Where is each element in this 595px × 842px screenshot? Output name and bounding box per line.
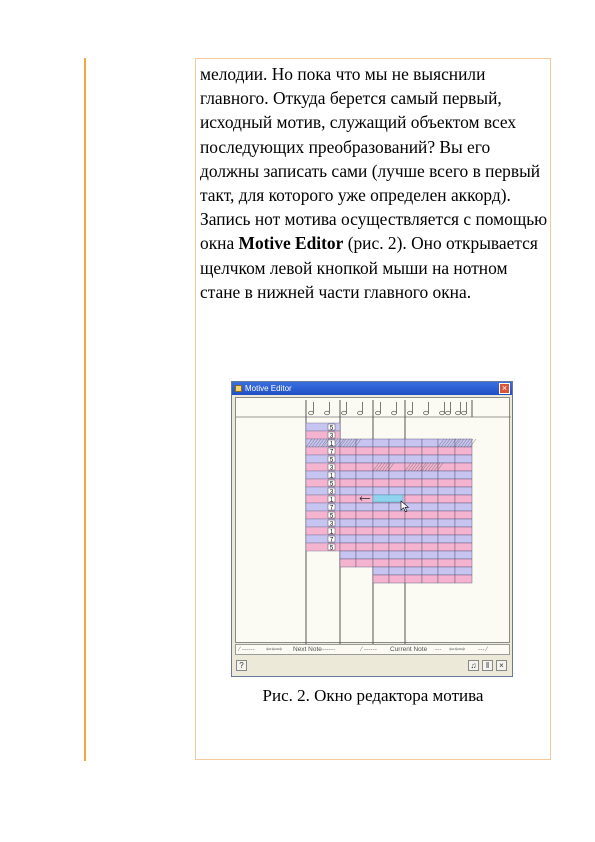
paragraph-text-start: мелодии. Но пока что мы не выяснили главного. Откуда берется самый первый, исходный мотив, служащий объектом всех последующих преобразований? Вы его должны записать сами (лучше всего в первый такт, для которого уже определен аккорд). Запись нот мотива осуществляется с помощью окна [200, 64, 548, 254]
note-head-icon [408, 411, 413, 415]
grid-cell[interactable] [389, 471, 405, 479]
grid-cell[interactable] [340, 527, 356, 535]
grid-cell[interactable] [422, 543, 438, 551]
motive-editor-window [231, 381, 513, 677]
grid-cell[interactable] [455, 559, 472, 567]
note-head-icon [342, 411, 347, 415]
note-head-icon [424, 411, 429, 415]
note-grid[interactable] [236, 398, 511, 644]
window-title: Motive Editor [245, 384, 292, 393]
grid-cell[interactable] [373, 503, 389, 511]
grid-cell[interactable] [438, 519, 455, 527]
delete-icon[interactable]: × [496, 660, 507, 671]
grid-cell[interactable] [405, 519, 422, 527]
grid-cell[interactable] [340, 479, 356, 487]
grid-cell[interactable] [438, 559, 455, 567]
grid-cell[interactable] [356, 439, 373, 447]
grid-cell[interactable] [340, 519, 356, 527]
grid-cell[interactable] [438, 487, 455, 495]
grid-cell[interactable] [422, 559, 438, 567]
grid-cell[interactable] [422, 495, 438, 503]
grid-cell[interactable] [438, 511, 455, 519]
grid-cell[interactable] [373, 519, 389, 527]
grid-cell[interactable] [389, 575, 405, 583]
grid-cell[interactable] [455, 471, 472, 479]
grid-cell[interactable] [389, 455, 405, 463]
grid-cell[interactable] [389, 479, 405, 487]
grid-cell[interactable] [405, 567, 422, 575]
grid-cell[interactable] [422, 567, 438, 575]
row-label: 7 [329, 505, 334, 512]
grid-cell[interactable] [422, 535, 438, 543]
grid-cell[interactable] [455, 575, 472, 583]
grid-cell[interactable] [455, 455, 472, 463]
note-head-icon [376, 411, 381, 415]
grid-cell[interactable] [373, 543, 389, 551]
next-note-label: Next Note [293, 646, 322, 653]
grid-cell[interactable] [389, 447, 405, 455]
grid-cell[interactable] [438, 543, 455, 551]
grid-cell[interactable] [438, 535, 455, 543]
grid-cell[interactable] [356, 535, 373, 543]
grid-cell[interactable] [438, 495, 455, 503]
grid-cell[interactable] [455, 487, 472, 495]
grid-cell[interactable] [455, 503, 472, 511]
grid-cell[interactable] [356, 487, 373, 495]
note-head-icon [462, 411, 467, 415]
grid-cell[interactable] [340, 503, 356, 511]
grid-cell[interactable] [340, 543, 356, 551]
grid-cell[interactable] [438, 567, 455, 575]
grid-cell[interactable] [455, 527, 472, 535]
grid-cell[interactable] [405, 559, 422, 567]
grid-cell[interactable] [356, 471, 373, 479]
grid-cell[interactable] [340, 535, 356, 543]
app-icon [235, 385, 242, 392]
grid-cell[interactable] [389, 487, 405, 495]
grid-cell[interactable] [373, 575, 389, 583]
grid-cell[interactable] [405, 551, 422, 559]
grid-cell[interactable] [389, 519, 405, 527]
grid-cell[interactable] [405, 463, 422, 471]
note-head-icon [456, 411, 461, 415]
grid-cell[interactable] [340, 471, 356, 479]
motive-editor-term: Motive Editor [238, 233, 344, 254]
grid-cell[interactable] [455, 551, 472, 559]
note-glyphs [309, 402, 467, 415]
grid-cell[interactable] [373, 471, 389, 479]
grid-cell[interactable] [373, 439, 389, 447]
grid-cell[interactable] [340, 463, 356, 471]
grid-cell[interactable] [373, 511, 389, 519]
row-label: 5 [329, 425, 334, 432]
grid-cell[interactable] [455, 463, 472, 471]
grid-cell[interactable] [405, 471, 422, 479]
window-toolbar [235, 658, 510, 674]
body-paragraph [200, 62, 550, 304]
grid-cell[interactable] [356, 455, 373, 463]
grid-cell[interactable] [373, 551, 389, 559]
row-label: 3 [329, 465, 334, 472]
grid-cell[interactable] [455, 447, 472, 455]
grid-cell[interactable] [373, 535, 389, 543]
grid-cell[interactable] [438, 503, 455, 511]
note-head-icon [358, 411, 363, 415]
grid-cell[interactable] [389, 567, 405, 575]
grid-cell[interactable] [438, 479, 455, 487]
row-label: 1 [329, 473, 334, 480]
grid-cell[interactable] [356, 495, 373, 503]
grid-cell[interactable] [405, 527, 422, 535]
row-label: 1 [329, 529, 334, 536]
grid-cell[interactable] [405, 455, 422, 463]
current-note-label: Current Note [390, 646, 428, 653]
grid-cell[interactable] [438, 575, 455, 583]
note-head-icon [325, 411, 330, 415]
grid-cell[interactable] [405, 511, 422, 519]
grid-cell[interactable] [389, 511, 405, 519]
grid-cell[interactable] [340, 559, 356, 567]
grid-cell[interactable] [422, 551, 438, 559]
grid-cell[interactable] [405, 543, 422, 551]
grid-cell[interactable] [455, 479, 472, 487]
grid-cell[interactable] [340, 511, 356, 519]
grid-cell[interactable] [455, 543, 472, 551]
grid-cell[interactable] [340, 455, 356, 463]
grid-cell[interactable] [405, 439, 422, 447]
grid-cell[interactable] [422, 455, 438, 463]
grid-cell[interactable] [422, 439, 438, 447]
note-head-icon [309, 411, 314, 415]
row-label: 1 [329, 497, 334, 504]
grid-cell[interactable] [356, 559, 373, 567]
grid-cell[interactable] [340, 447, 356, 455]
grid-cell[interactable] [455, 535, 472, 543]
grid-cell[interactable] [389, 543, 405, 551]
row-label: 3 [329, 489, 334, 496]
grid-cell[interactable] [422, 487, 438, 495]
grid-cell[interactable] [438, 463, 455, 471]
grid-cell[interactable] [356, 463, 373, 471]
grid-cell[interactable] [373, 527, 389, 535]
grid-cell[interactable] [405, 487, 422, 495]
grid-cell[interactable] [405, 479, 422, 487]
grid-cell[interactable] [373, 479, 389, 487]
grid-cell[interactable] [422, 503, 438, 511]
grid-cell[interactable] [356, 519, 373, 527]
grid-cell[interactable] [438, 439, 455, 447]
window-titlebar [232, 382, 512, 395]
grid-cell[interactable] [438, 455, 455, 463]
grid-cell[interactable] [389, 551, 405, 559]
grid-cell[interactable] [356, 543, 373, 551]
grid-cell[interactable] [438, 471, 455, 479]
grid-cell[interactable] [373, 559, 389, 567]
row-label: 7 [329, 449, 334, 456]
help-button[interactable]: ? [236, 660, 247, 671]
note-head-icon [446, 411, 451, 415]
grid-cell[interactable] [455, 495, 472, 503]
grid-cell[interactable] [356, 447, 373, 455]
paragraph-text-end: (рис. 2). Оно открывается щелчком левой кнопкой мыши на нотном стане в нижней части главного окна. [200, 233, 538, 302]
left-accent-rule [84, 58, 86, 761]
grid-cell[interactable] [438, 527, 455, 535]
nav-arrows-icon[interactable]: ⇦⇦⇨ [266, 646, 283, 653]
grid-cell[interactable] [356, 511, 373, 519]
pause-icon[interactable]: ‖ [482, 660, 493, 671]
grid-cell[interactable] [405, 535, 422, 543]
grid-cell[interactable] [373, 567, 389, 575]
grid-cell[interactable] [389, 463, 405, 471]
grid-cell[interactable] [422, 447, 438, 455]
grid-cell[interactable] [455, 519, 472, 527]
grid-cell[interactable] [405, 575, 422, 583]
row-label: 1 [329, 441, 334, 448]
grid-cell[interactable] [373, 487, 389, 495]
note-head-icon [392, 411, 397, 415]
grid-cell[interactable] [356, 551, 373, 559]
grid-cell[interactable] [422, 575, 438, 583]
grid-cell[interactable] [438, 551, 455, 559]
grid-cell[interactable] [405, 495, 422, 503]
grid-cell[interactable] [389, 439, 405, 447]
grid-cell[interactable] [405, 447, 422, 455]
row-label: 5 [329, 513, 334, 520]
grid-cell[interactable] [422, 511, 438, 519]
grid-cell[interactable] [356, 527, 373, 535]
grid-cell[interactable] [356, 479, 373, 487]
grid-cell[interactable] [340, 487, 356, 495]
row-label: 3 [329, 521, 334, 528]
row-label: 7 [329, 537, 334, 544]
current-nav-arrows-icon[interactable]: ⇦⇦⇨ [449, 646, 466, 653]
row-label: 5 [329, 545, 334, 552]
grid-cell[interactable] [422, 471, 438, 479]
close-button[interactable]: × [499, 383, 510, 394]
row-label: 3 [329, 433, 334, 440]
grid-cell[interactable] [438, 447, 455, 455]
grid-cell[interactable] [389, 535, 405, 543]
grid-cell[interactable] [373, 447, 389, 455]
grid-cell[interactable] [422, 479, 438, 487]
figure-caption: Рис. 2. Окно редактора мотива [262, 686, 484, 705]
row-label: 5 [329, 481, 334, 488]
grid-cell[interactable] [422, 519, 438, 527]
grid-cell[interactable] [389, 559, 405, 567]
note-grid-canvas[interactable] [235, 397, 510, 643]
grid-cell[interactable] [422, 527, 438, 535]
grid-cell[interactable] [455, 439, 472, 447]
grid-cell[interactable] [389, 527, 405, 535]
grid-cell[interactable] [455, 567, 472, 575]
row-label: 5 [329, 457, 334, 464]
grid-cell[interactable] [340, 495, 356, 503]
grid-cell[interactable] [373, 455, 389, 463]
note-head-icon [440, 411, 445, 415]
grid-cell[interactable] [340, 551, 356, 559]
grid-cell[interactable] [356, 503, 373, 511]
grid-cell[interactable] [455, 511, 472, 519]
keyboard-icon[interactable]: ♫ [468, 660, 479, 671]
status-bar: ⁄ ------ ⇦⇦⇨ Next Note ------- ⁄ ------ Current Note --- ⇦⇦⇨ --- ⁄ [235, 644, 510, 655]
